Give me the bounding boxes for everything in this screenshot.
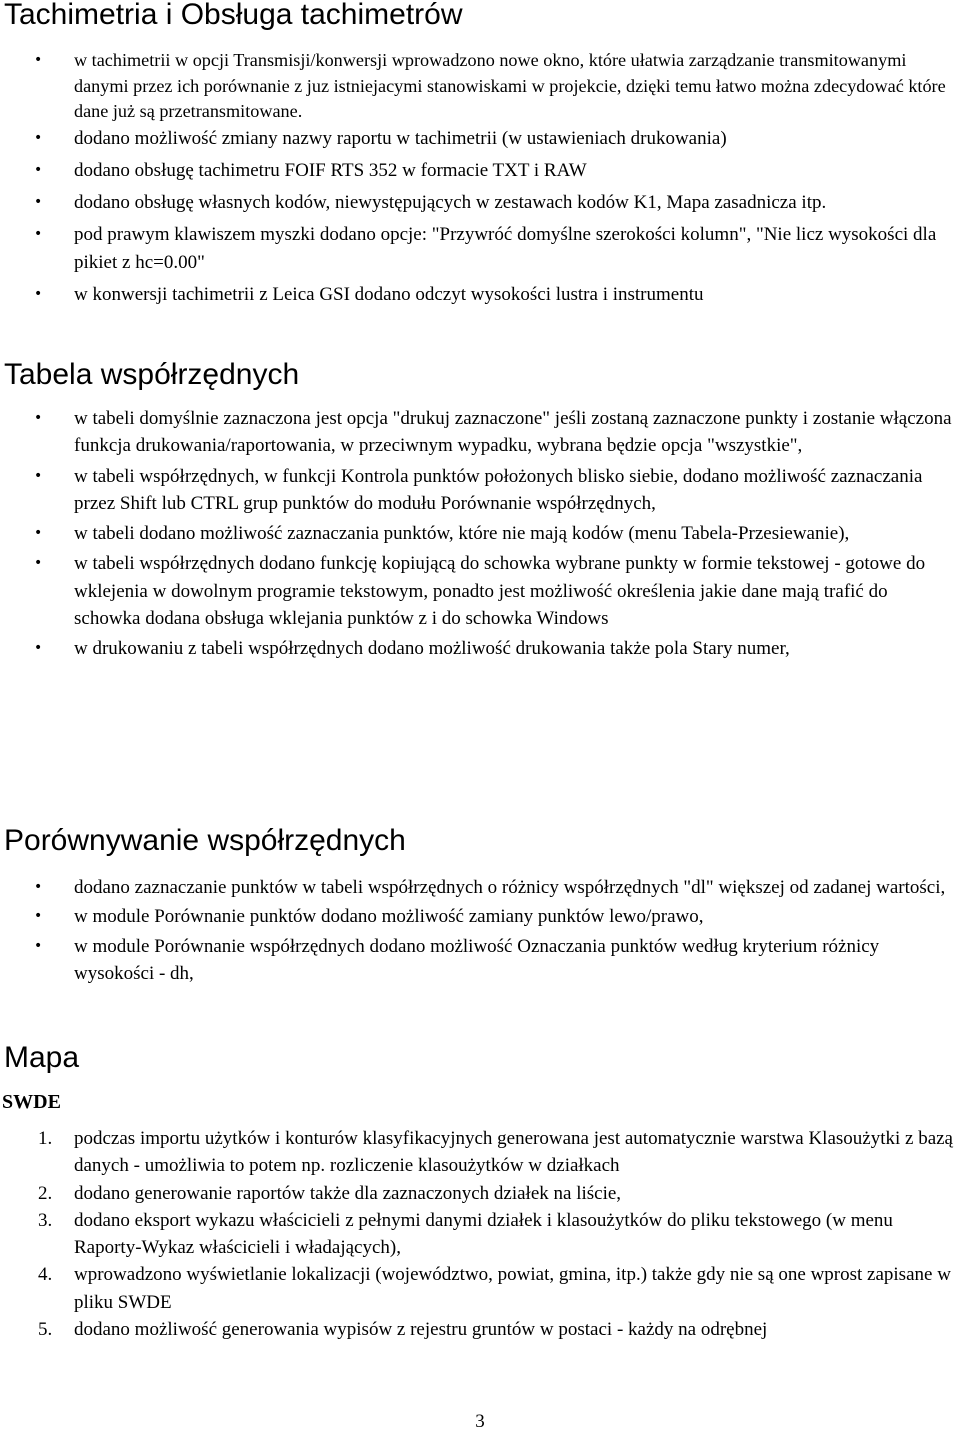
list-item-text: podczas importu użytków i konturów klasyfikacyjnych generowana jest automatycznie warstwa Klasoużytki z bazą danych - umożliwia to potem np. rozliczenie klasoużytków w działkach [74,1128,953,1177]
section-title-tachimetria: Tachimetria i Obsługa tachimetrów [4,0,463,31]
list-item-text: wprowadzono wyświetlanie lokalizacji (województwo, powiat, gmina, itp.) także gdy nie są one wprost zapisane w pliku SWDE [74,1264,951,1313]
section-title-mapa: Mapa [4,1041,80,1074]
list-item-text: pod prawym klawiszem myszki dodano opcje: "Przywróć domyślne szerokości kolumn", "Nie licz wysokości dla pikiet z hc=0.00" [74,224,937,273]
list-item [0,903,958,930]
list-number: 5. [38,1319,53,1341]
list-item [0,1207,958,1262]
list-item [0,874,958,901]
list-item [0,933,958,988]
section-title-porownywanie: Porównywanie współrzędnych [4,824,406,857]
bullet-icon: • [34,410,43,426]
list-item [0,48,958,125]
bullet-icon: • [34,879,43,895]
list-number: 3. [38,1209,53,1231]
bullet-icon: • [34,285,43,302]
list-item-text: w tabeli domyślnie zaznaczona jest opcja "drukuj zaznaczone" jeśli zostaną zaznaczone punkty i zostanie włączona funkcja drukowania/raportowania, w przeciwnym wypadku, wybrana będzie opcja "wszystkie", [74,408,952,457]
subsection-title-swde: SWDE [2,1091,61,1113]
bullet-icon: • [34,226,43,243]
list-item-text: dodano zaznaczanie punktów w tabeli współrzędnych o różnicy współrzędnych "dl" większej od zadanej wartości, [74,877,946,898]
list-number: 1. [38,1128,53,1149]
list-item [0,1125,958,1180]
list-item-text: dodano eksport wykazu właścicieli z pełnymi danymi działek i klasoużytków do pliku tekstowego (w menu Raporty-Wykaz właścicieli i władających), [74,1209,893,1259]
list-item [0,1180,958,1207]
bullet-icon: • [34,129,43,146]
bullet-icon: • [34,937,43,954]
bullet-list-tachimetria [0,48,958,308]
bullet-icon: • [34,908,43,925]
list-item-text: w module Porównanie punktów dodano możliwość zamiany punktów lewo/prawo, [74,906,704,928]
list-item-text: dodano generowanie raportów także dla zaznaczonych działek na liście, [74,1182,622,1204]
list-item-text: w tabeli współrzędnych dodano funkcję kopiującą do schowka wybrane punkty w formie tekstowej - gotowe do wklejenia w dowolnym programie tekstowym, ponadto jest możliwość określenia jakie dane mają trafić do schowka dodana obsługa wklejania punktów z i do schowka Windows [74,553,926,630]
list-item [0,463,958,518]
list-item-text: dodano możliwość zmiany nazwy raportu w tachimetrii (w ustawieniach drukowania) [74,127,727,149]
list-item-text: w tabeli współrzędnych, w funkcji Kontrola punktów położonych blisko siebie, dodano możliwość zaznaczania przez Shift lub CTRL grup punktów do modułu Porównanie współrzędnych, [74,465,923,514]
bullet-icon: • [34,640,43,657]
list-item [0,281,958,308]
list-item [0,1261,958,1316]
list-item [0,550,958,632]
bullet-icon: • [34,161,43,178]
list-item-text: dodano obsługę własnych kodów, niewystępujących w zestawach kodów K1, Mapa zasadnicza itp. [74,192,827,214]
list-number: 4. [38,1264,53,1286]
list-item [0,157,958,184]
list-item-text: w drukowaniu z tabeli współrzędnych dodano możliwość drukowania także pola Stary numer, [74,638,790,660]
list-item [0,635,958,662]
bullet-list-tabela [0,405,958,663]
list-item-text: dodano obsługę tachimetru FOIF RTS 352 w formacie TXT i RAW [74,159,587,181]
section-title-tabela: Tabela współrzędnych [4,358,300,391]
list-item [0,125,958,152]
bullet-icon: • [34,194,43,211]
numbered-list-swde [0,1125,958,1343]
bullet-icon: • [34,52,43,68]
bullet-icon: • [34,525,43,542]
list-item [0,189,958,216]
bullet-icon: • [34,467,43,484]
list-item-text: w module Porównanie współrzędnych dodano możliwość Oznaczania punktów według kryterium różnicy wysokości - dh, [74,935,880,984]
bullet-list-porownywanie [0,874,958,987]
list-number: 2. [38,1182,53,1204]
list-item-text: w tabeli dodano możliwość zaznaczania punktów, które nie mają kodów (menu Tabela-Przesiewanie), [74,523,850,545]
list-item [0,221,958,276]
list-item-text: w konwersji tachimetrii z Leica GSI dodano odczyt wysokości lustra i instrumentu [74,283,704,305]
list-item-text: dodano możliwość generowania wypisów z rejestru gruntów w postaci - każdy na odrębnej [74,1319,768,1341]
list-item [0,405,958,460]
bullet-icon: • [34,555,43,572]
page-number: 3 [475,1411,485,1432]
list-item [0,520,958,547]
list-item-text: w tachimetrii w opcji Transmisji/konwersji wprowadzono nowe okno, które ułatwia zarządzanie transmitowanymi danymi przez ich porównanie z juz istniejacymi stanowiskami w projekcie, dzięki temu łatwo można zdecydować które dane już są przetransmitowane. [74,50,946,121]
list-item [0,1316,958,1343]
